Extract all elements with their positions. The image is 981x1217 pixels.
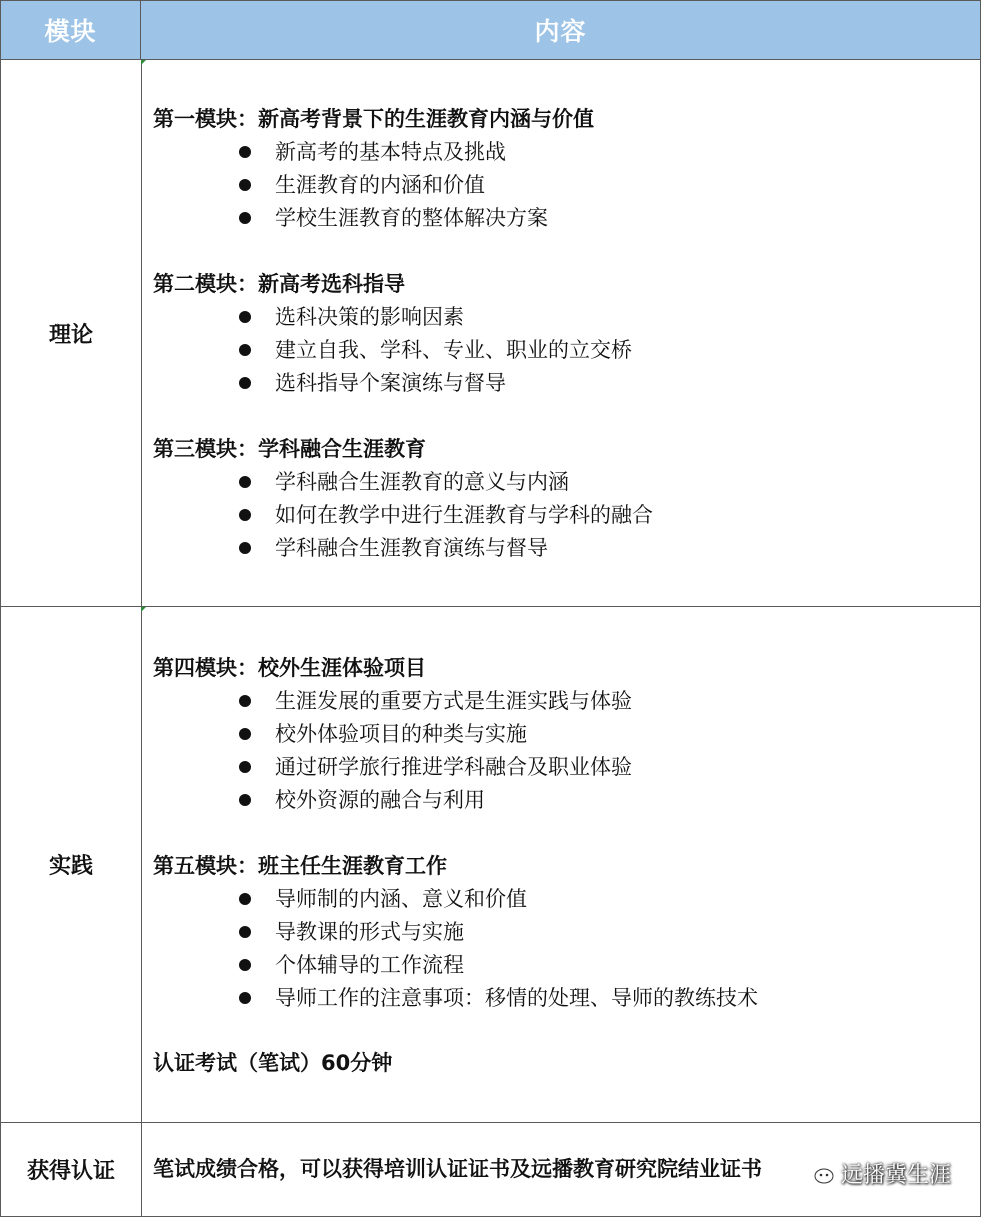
bullet-icon	[239, 146, 251, 158]
bullet-icon	[239, 311, 251, 323]
bullet-icon	[239, 212, 251, 224]
bullet-icon	[239, 344, 251, 356]
bullet-icon	[239, 476, 251, 488]
bullet-icon	[239, 509, 251, 521]
list-item: 个体辅导的工作流程	[233, 951, 464, 979]
list-item: 生涯发展的重要方式是生涯实践与体验	[233, 687, 632, 715]
list-item: 通过研学旅行推进学科融合及职业体验	[233, 753, 632, 781]
list-item: 校外资源的融合与利用	[233, 786, 485, 814]
bullet-icon	[239, 959, 251, 971]
module-title: 第五模块：班主任生涯教育工作	[153, 854, 447, 878]
list-item: 建立自我、学科、专业、职业的立交桥	[233, 336, 632, 364]
bullet-icon	[239, 728, 251, 740]
bullet-icon	[239, 992, 251, 1004]
list-item: 选科指导个案演练与督导	[233, 369, 506, 397]
list-item: 校外体验项目的种类与实施	[233, 720, 527, 748]
row-label-certification: 获得认证	[1, 1123, 142, 1216]
list-item: 学科融合生涯教育的意义与内涵	[233, 468, 569, 496]
list-item: 选科决策的影响因素	[233, 303, 464, 331]
table-row-theory	[1, 60, 980, 607]
bullet-icon	[239, 695, 251, 707]
bullet-icon	[239, 893, 251, 905]
bullet-icon	[239, 926, 251, 938]
bullet-icon	[239, 542, 251, 554]
module-title: 第四模块：校外生涯体验项目	[153, 656, 426, 680]
list-item: 如何在教学中进行生涯教育与学科的融合	[233, 501, 653, 529]
bullet-icon	[239, 179, 251, 191]
bullet-icon	[239, 761, 251, 773]
row-label-practice: 实践	[1, 607, 142, 1122]
wechat-icon	[805, 1162, 835, 1186]
certification-text: 笔试成绩合格，可以获得培训认证证书及远播教育研究院结业证书	[153, 1157, 762, 1181]
content-cell-theory	[141, 60, 980, 606]
module-title: 第一模块：新高考背景下的生涯教育内涵与价值	[153, 107, 594, 131]
module-title: 第二模块：新高考选科指导	[153, 272, 405, 296]
list-item: 导师制的内涵、意义和价值	[233, 885, 527, 913]
list-item: 新高考的基本特点及挑战	[233, 138, 506, 166]
list-item: 学校生涯教育的整体解决方案	[233, 204, 548, 232]
bullet-icon	[239, 794, 251, 806]
watermark	[805, 1158, 951, 1189]
list-item: 导教课的形式与实施	[233, 918, 464, 946]
header-module: 模块	[1, 1, 141, 59]
table-row-practice	[1, 607, 980, 1123]
table-header-row	[1, 1, 980, 60]
list-item: 学科融合生涯教育演练与督导	[233, 534, 548, 562]
list-item: 生涯教育的内涵和价值	[233, 171, 485, 199]
header-content: 内容	[534, 17, 587, 46]
module-title: 第三模块：学科融合生涯教育	[153, 437, 426, 461]
bullet-icon	[239, 377, 251, 389]
content-cell-practice	[141, 607, 980, 1122]
watermark-text: 远播冀生涯	[840, 1163, 951, 1188]
row-label-theory: 理论	[1, 60, 142, 606]
exam-info: 认证考试（笔试）60分钟	[153, 1051, 393, 1075]
list-item: 导师工作的注意事项：移情的处理、导师的教练技术	[233, 984, 758, 1012]
